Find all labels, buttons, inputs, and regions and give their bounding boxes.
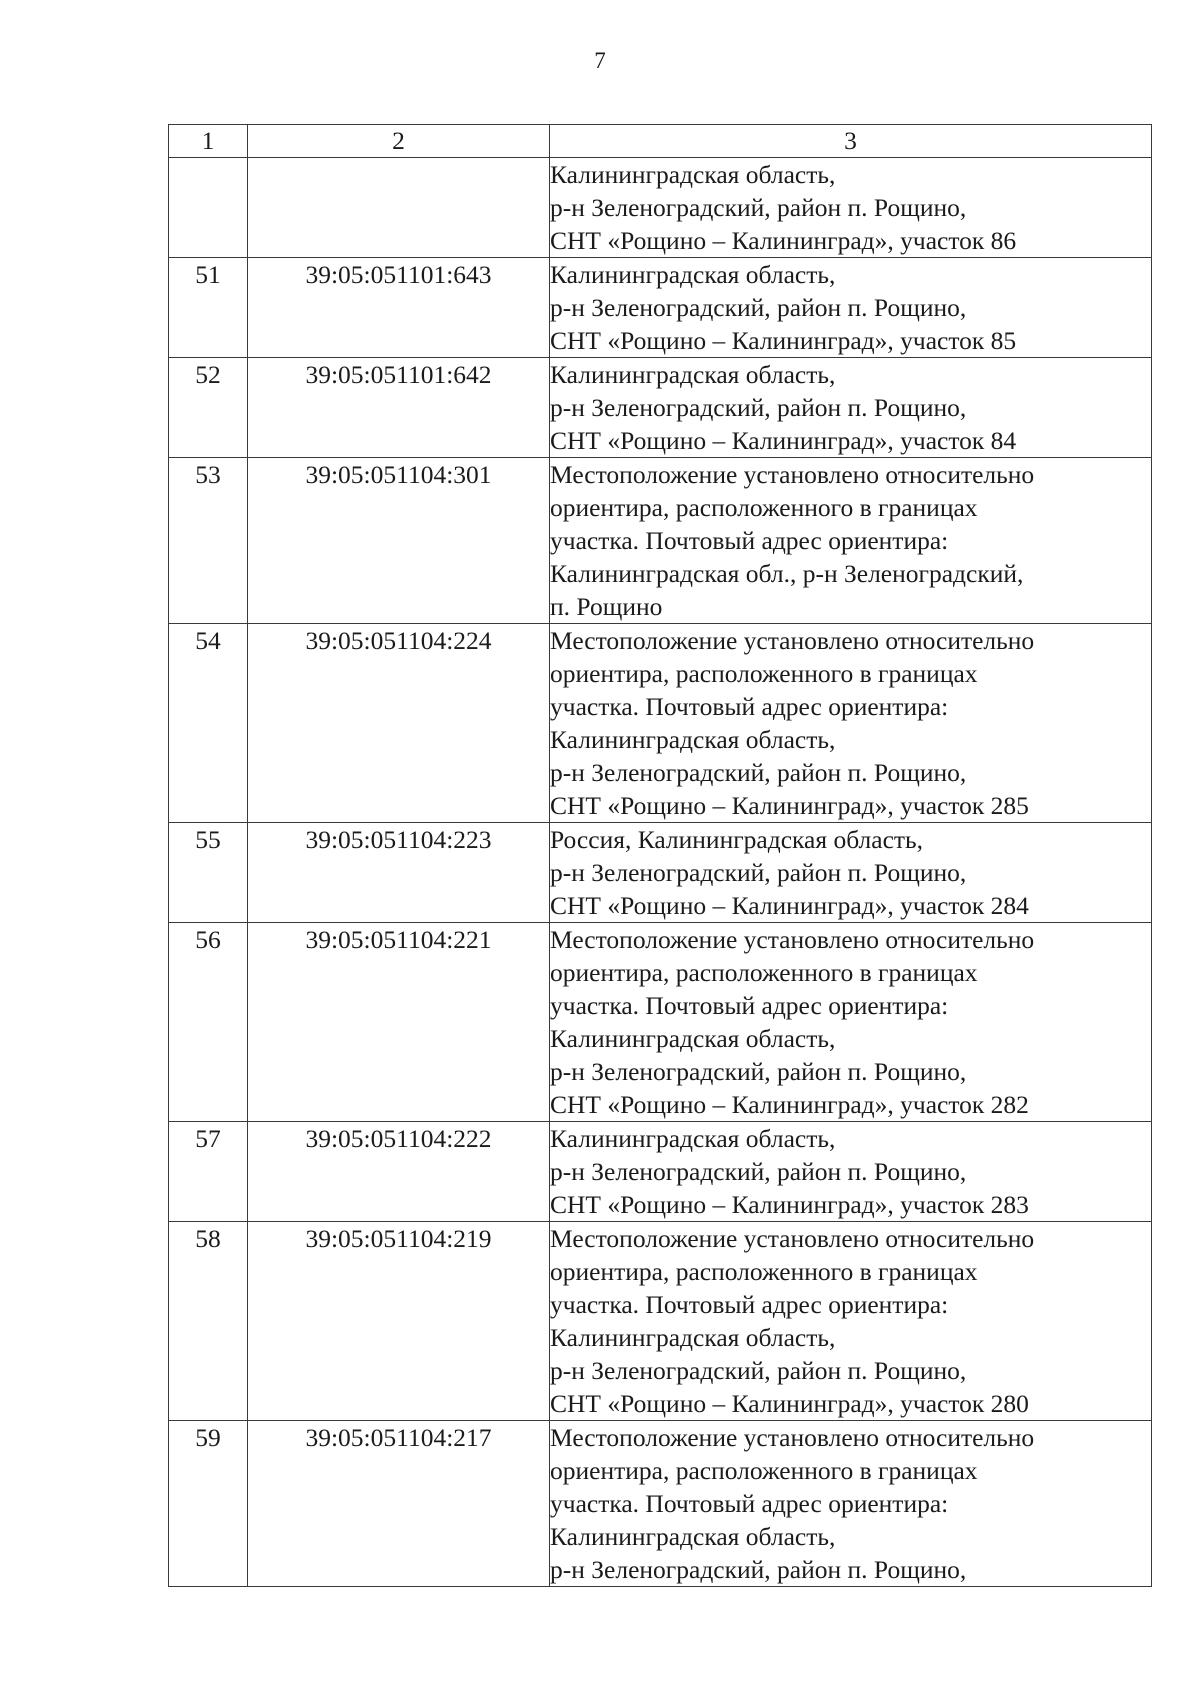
header-col-2: 2 <box>248 125 550 158</box>
table-row <box>169 1421 1152 1587</box>
table-row <box>169 1222 1152 1421</box>
cadastral-number: 39:05:051104:222 <box>248 1122 550 1222</box>
header-row <box>169 125 1152 158</box>
plot-address: Местоположение установлено относительно ориентира, расположенного в границах участка. Почтовый адрес ориентира: Калининградская область, р-н Зеленоградский, район п. Рощино, <box>550 1421 1152 1587</box>
plot-address: Калининградская область, р-н Зеленоградский, район п. Рощино, СНТ «Рощино – Калининград», участок 84 <box>550 358 1152 458</box>
header-col-1: 1 <box>169 125 248 158</box>
row-number: 55 <box>169 823 248 923</box>
cadastral-number: 39:05:051101:642 <box>248 358 550 458</box>
plot-address: Местоположение установлено относительно ориентира, расположенного в границах участка. Почтовый адрес ориентира: Калининградская область, р-н Зеленоградский, район п. Рощино, СНТ «Рощино – Калининград», участок 282 <box>550 923 1152 1122</box>
plot-address: Местоположение установлено относительно ориентира, расположенного в границах участка. Почтовый адрес ориентира: Калининградская область, р-н Зеленоградский, район п. Рощино, СНТ «Рощино – Калининград», участок 285 <box>550 624 1152 823</box>
plot-address: Россия, Калининградская область, р-н Зеленоградский, район п. Рощино, СНТ «Рощино – Калининград», участок 284 <box>550 823 1152 923</box>
row-number: 53 <box>169 458 248 624</box>
header-col-3: 3 <box>550 125 1152 158</box>
table-row <box>169 1122 1152 1222</box>
cadastral-number: 39:05:051104:221 <box>248 923 550 1122</box>
plot-address: Калининградская область, р-н Зеленоградский, район п. Рощино, СНТ «Рощино – Калининград», участок 85 <box>550 258 1152 358</box>
row-number: 59 <box>169 1421 248 1587</box>
row-number <box>169 158 248 258</box>
table-header <box>169 125 1152 158</box>
page-number: 7 <box>594 48 606 73</box>
cadastral-number: 39:05:051104:217 <box>248 1421 550 1587</box>
cadastral-number <box>248 158 550 258</box>
table-body <box>169 158 1152 1587</box>
table-row <box>169 823 1152 923</box>
cadastral-number: 39:05:051104:301 <box>248 458 550 624</box>
plot-address: Местоположение установлено относительно ориентира, расположенного в границах участка. Почтовый адрес ориентира: Калининградская область, р-н Зеленоградский, район п. Рощино, СНТ «Рощино – Калининград», участок 280 <box>550 1222 1152 1421</box>
table-row <box>169 923 1152 1122</box>
plot-address: Калининградская область, р-н Зеленоградский, район п. Рощино, СНТ «Рощино – Калининград», участок 86 <box>550 158 1152 258</box>
table-row <box>169 358 1152 458</box>
row-number: 57 <box>169 1122 248 1222</box>
table-row <box>169 258 1152 358</box>
row-number: 52 <box>169 358 248 458</box>
table-row <box>169 458 1152 624</box>
row-number: 58 <box>169 1222 248 1421</box>
cadastral-number: 39:05:051104:223 <box>248 823 550 923</box>
cadastral-number: 39:05:051104:219 <box>248 1222 550 1421</box>
plot-address: Калининградская область, р-н Зеленоградский, район п. Рощино, СНТ «Рощино – Калининград», участок 283 <box>550 1122 1152 1222</box>
cadastral-number: 39:05:051104:224 <box>248 624 550 823</box>
table-row <box>169 158 1152 258</box>
row-number: 51 <box>169 258 248 358</box>
row-number: 54 <box>169 624 248 823</box>
table-row <box>169 624 1152 823</box>
row-number: 56 <box>169 923 248 1122</box>
land-plot-table <box>168 124 1152 1587</box>
plot-address: Местоположение установлено относительно ориентира, расположенного в границах участка. Почтовый адрес ориентира: Калининградская обл., р-н Зеленоградский, п. Рощино <box>550 458 1152 624</box>
cadastral-number: 39:05:051101:643 <box>248 258 550 358</box>
